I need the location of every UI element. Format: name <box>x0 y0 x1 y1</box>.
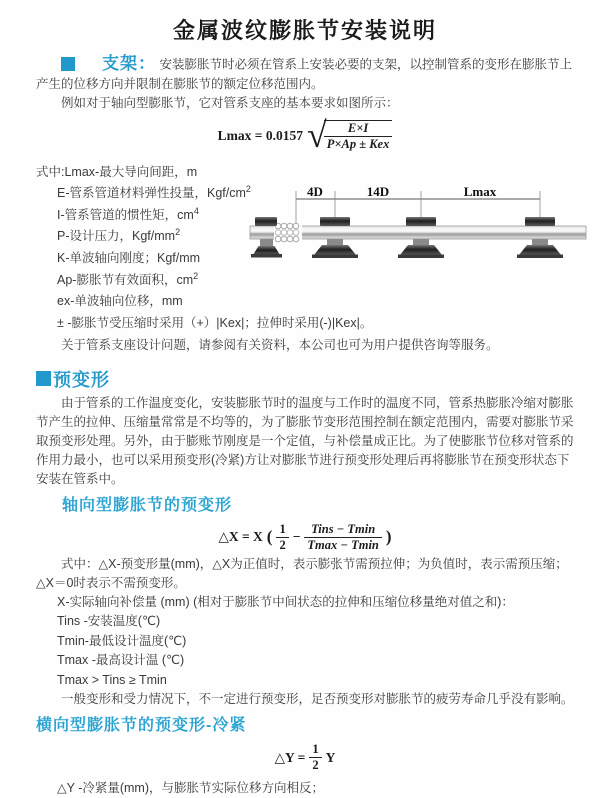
radical-sign-icon: √ <box>306 115 327 156</box>
left-paren: ( <box>266 527 273 547</box>
superscript: 4 <box>193 205 199 216</box>
preform-paragraph: 由于管系的工作温度变化，安装膨胀节时的温度与工作时的温度不同，管系热膨胀冷缩对膨胀节产生的拉伸、压缩量常常是不均等的，为了膨胀节变形范围控制在额定范围内，需要对膨胀节采取预变形处理。另外，由于膨账节刚度是一个定值，与补偿量成正比。为了使膨胀节位移对管系的作用力最小，也可以采用预变形(冷紧)方让对膨胀节进行预变形处理后再将膨胀节在预变形状态下安装在管系中。 <box>36 395 574 486</box>
axial-variable-list <box>36 593 574 691</box>
support-note-line: 关于管系支座设计问题，请参阅有关资料，本公司也可为用户提供咨询等服务。 <box>61 337 499 352</box>
superscript: 2 <box>193 270 199 281</box>
radical-expression <box>306 115 392 156</box>
definition-line: I-管系管道的惯性矩，$cm^4$ <box>57 205 199 222</box>
axial-note-line: 一般变形和受力情况下，不一定进行预变形，足否预变形对膨胀节的疲劳寿命几乎没有影响。 <box>61 692 574 707</box>
definition-line: ± -膨胀节受压缩时采用（+）|Kex|；拉伸时采用(-)|Kex|。 <box>57 316 373 331</box>
document-page <box>0 14 600 798</box>
definition-line: P-设计压力，Kgf/$mm^2$ <box>57 227 181 244</box>
definition-line: 式中:Lmax-最大导向间距，m <box>36 164 198 179</box>
lmax-fraction <box>324 120 393 152</box>
page-title: 金属波纹膨胀节安装说明 <box>172 18 437 43</box>
dimension-label-4d: 4D <box>307 185 323 199</box>
lateral-formula-rhs: Y <box>325 749 336 765</box>
definition-line: E-管系管道材料弹性投量，Kgf/$cm^2$ <box>57 184 251 201</box>
lateral-preform-formula <box>36 742 574 773</box>
bellows-coils <box>274 223 302 242</box>
dimension-label-lmax: Lmax <box>463 185 497 199</box>
lateral-note-line: △Y -冷紧量(mm)，与膨胀节实际位移方向相反； <box>57 781 325 796</box>
axial-formula-explain: 式中：△X-预变形量(mm)，△X为正值时，表示膨张节需预拉伸；为负值时，表示需预压缩；△X＝0时表示不需预变形。 <box>36 556 568 590</box>
axial-variable-line: Tmax -最高设计温 (℃) <box>57 653 185 668</box>
minus-sign: − <box>292 529 301 545</box>
superscript: 2 <box>245 184 251 195</box>
preform-section-header <box>36 366 574 392</box>
support-intro-paragraph <box>36 54 574 94</box>
one-half-fraction: $\frac{1}{2}$ <box>309 742 321 773</box>
support-section-label <box>61 54 156 73</box>
lmax-formula <box>36 115 574 156</box>
temperature-fraction: $\frac{\text{Tins − Tmin}}{Tmax - Tmin}$ <box>304 522 381 553</box>
one-half-fraction: $\frac{1}{2}$ <box>276 522 288 553</box>
lmax-fraction-denominator: P×Ap ± Kex <box>326 136 390 151</box>
lateral-preform-heading: 横向型膨胀节的预变形-冷紧 <box>36 717 247 735</box>
axial-variable-line: Tmin-最低设计温度(℃) <box>57 633 187 648</box>
axial-variable-line: Tmax > Tins ≥ Tmin <box>57 672 167 687</box>
support-example-line: 例如对于轴向型膨胀节，它对管系支座的基本要求如图所示： <box>61 95 399 110</box>
preform-section-title: 预变形 <box>53 369 110 390</box>
support-section-title: 支架： <box>102 54 156 73</box>
lmax-formula-lhs: Lmax = 0.0157 <box>217 127 303 143</box>
definitions-and-diagram <box>36 160 574 355</box>
dimension-label-14d: 14D <box>366 185 390 199</box>
axial-preform-formula <box>36 522 574 553</box>
axial-variable-line: X-实际轴向补偿量 (mm) (相对于膨胀节中间状态的拉伸和压缩位移量绝对值之和)： <box>57 594 514 609</box>
axial-preform-heading: 轴向型膨胀节的预变形 <box>62 496 233 514</box>
support-intro-text: 安装膨胀节时必须在管系上安装必要的支架，以控制管系的变形在膨胀节上产生的位移方向并限制在膨胀节的额定位移范围内。 <box>36 57 572 91</box>
definition-line: Ap-膨胀节有效面积，$cm^2$ <box>57 270 199 287</box>
superscript: 2 <box>175 227 181 238</box>
axial-formula-lhs: △X = X <box>218 529 263 545</box>
definition-line: ex-单波轴向位移，mm <box>57 294 183 309</box>
definition-line: K-单波轴向刚度；Kgf/mm <box>57 251 201 266</box>
lateral-formula-lhs: △Y = <box>274 749 306 765</box>
section-bullet-icon <box>36 371 51 386</box>
pipe-support-diagram <box>245 184 594 288</box>
axial-variable-line: Tins -安装温度(℃) <box>57 614 161 629</box>
lmax-fraction-numerator: E×I <box>324 121 393 137</box>
right-paren: ) <box>385 527 392 547</box>
section-bullet-icon <box>61 57 75 71</box>
